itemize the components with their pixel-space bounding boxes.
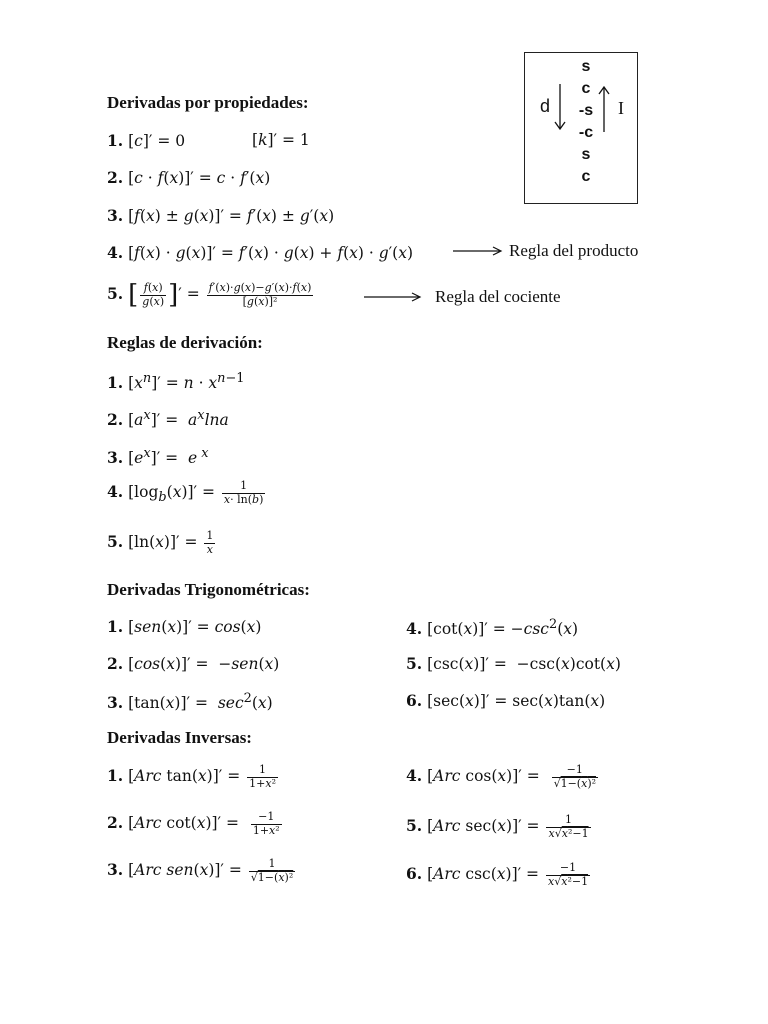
formula-row: 2. [c · f(x)]′ = c · f′(x) (107, 168, 271, 187)
formula-row: 5. [Arc sec(x)]′ = $\frac{1}{\text{x√x²−1}}$ (406, 813, 589, 840)
regla-cociente-label: Regla del cociente (435, 287, 561, 306)
section-heading-inversas: Derivadas Inversas: (107, 728, 252, 747)
formula-row: 4. $[\log_b(x)]'$ = $\frac{1}{x\cdot \ln(b)}$ (107, 479, 264, 506)
derivative-direction-label: d (540, 96, 551, 116)
formula-row: 1. [Arc tan(x)]′ = $\frac{1}{\text{1+x²}}$ (107, 763, 276, 790)
section-heading-trig: Derivadas Trigonométricas: (107, 580, 310, 599)
integral-direction-label: I (618, 98, 624, 118)
formula-row: 6. [sec(x)]′ = sec(x)tan(x) (406, 691, 606, 710)
cycle-item: s (581, 58, 591, 75)
formula-row: 6. [Arc csc(x)]′ = $\frac{-1}{\text{x√x²−1}}$ (406, 861, 589, 888)
cycle-item: -s (578, 102, 594, 119)
formula-row: 4. $[\cot(x)]' = -\csc^2(x)$ (406, 617, 579, 639)
formula-row: 3. $[\tan(x)]' = \sec^2(x)$ (107, 691, 273, 713)
cycle-item: c (581, 80, 591, 97)
formula-row: 5. [ln(x)]′ = $\frac{1}{x}$ (107, 529, 214, 556)
cycle-item: -c (578, 124, 594, 141)
formula-row: 3. [Arc sen(x)]′ = $\frac{1}{\text{√1−(x)²}}$ (107, 857, 294, 884)
formula-row: 4. [Arc cos(x)]′ = $\frac{-1}{\text{√1−(x)²}}$ (406, 763, 597, 790)
arrow-up-icon (596, 82, 612, 134)
formula-row: 1. [sen(x)]′ = cos(x) (107, 617, 262, 636)
formula-row: 5. [csc(x)]′ = −csc(x)cot(x) (406, 654, 621, 673)
arrow-down-icon (552, 82, 568, 134)
section-heading-reglas: Reglas de derivación: (107, 333, 263, 352)
formula-row: 1. $[x^n]' = n \cdot x^{n-1}$ (107, 371, 245, 393)
formula-row: 2. [cos(x)]′ = −sen(x) (107, 654, 280, 673)
cycle-item: c (581, 168, 591, 185)
cycle-item: s (581, 146, 591, 163)
formula-row: 3. $[e^x]' = e$ $^x$ (107, 446, 209, 468)
formula-row: 5. [ $\frac{f(x)}{g(x)}$ ]′ = $\frac{f'(x)\cdot g(x)-g'(x)\cdot f(x)}{\text{[g(x)]²}}$ (107, 280, 312, 310)
section-heading-propiedades: Derivadas por propiedades: (107, 93, 309, 112)
formula-row: 4. [f(x) · g(x)]′ = f′(x) · g(x) + f(x) · g′(x) (107, 243, 414, 262)
formula-row: 1. [c]′ = 0 (107, 131, 186, 150)
formula-row: 2. [Arc cot(x)]′ = $\frac{-1}{\text{1+x²}}$ (107, 810, 280, 837)
arrow-right-icon (364, 290, 422, 304)
regla-producto-label: Regla del producto (509, 241, 639, 260)
formula-row: 2. $[a^x]' = a^x\ln a$ (107, 408, 229, 430)
formula-row: 3. [f(x) ± g(x)]′ = f′(x) ± g′(x) (107, 206, 335, 225)
arrow-right-icon (453, 244, 503, 258)
formula-row: [k]′ = 1 (252, 131, 310, 149)
